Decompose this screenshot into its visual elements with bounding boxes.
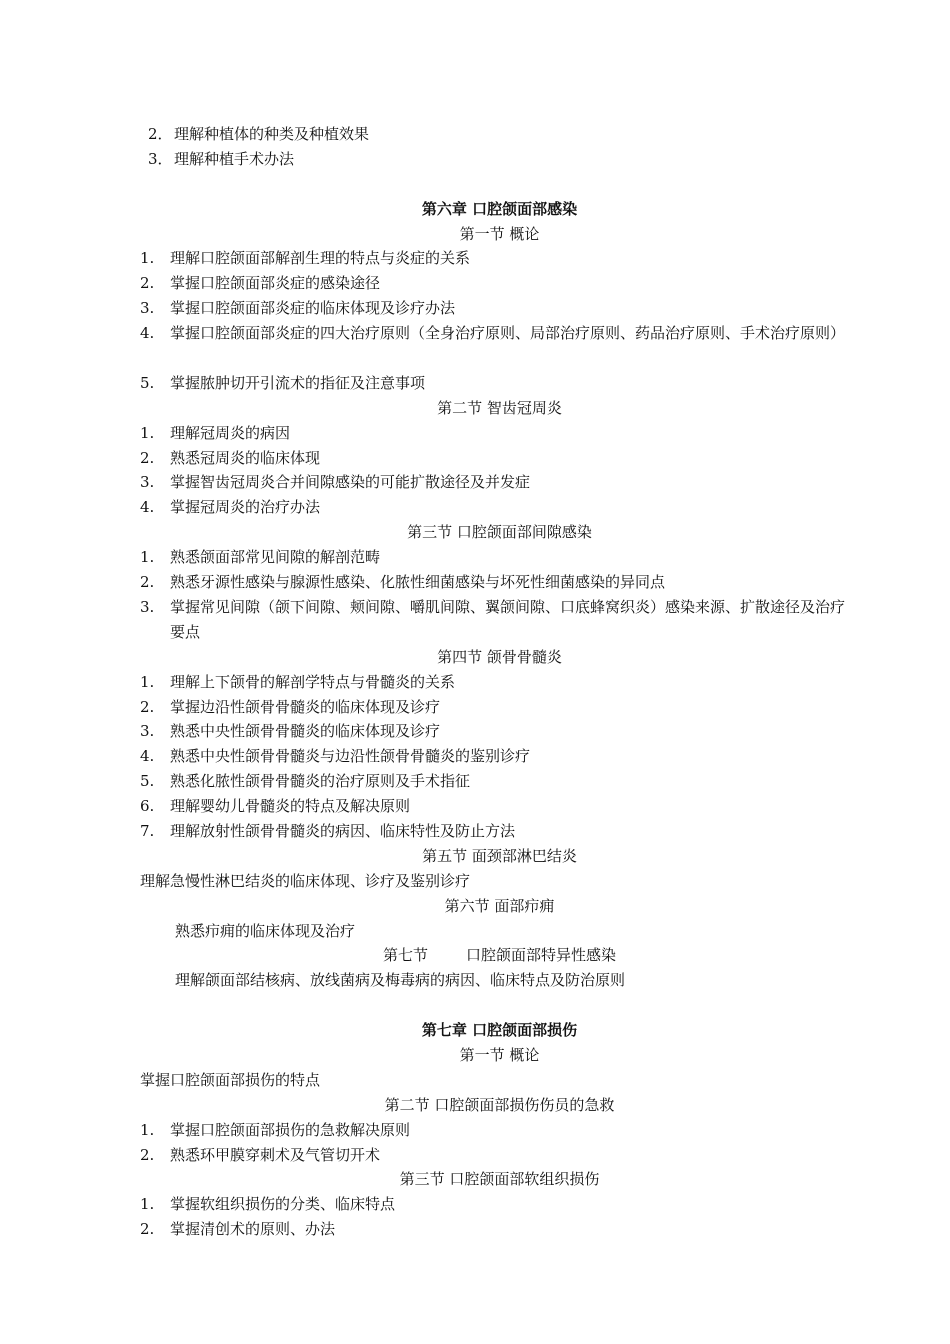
list-item: [140, 421, 852, 446]
list-item: [140, 1118, 852, 1143]
item-text: 理解放射性颌骨骨髓炎的病因、临床特性及防止方法: [170, 821, 516, 840]
list-item: [140, 296, 852, 321]
list-item: [140, 470, 852, 495]
item-text: 掌握口腔颌面部炎症的临床体现及诊疗办法: [170, 299, 456, 318]
section-title: 第四节 颌骨骨髓炎: [437, 647, 562, 666]
list-item: [140, 545, 852, 570]
list-item: [140, 570, 852, 595]
list-item: [140, 719, 852, 744]
item-number: 1.: [140, 249, 155, 268]
item-text: 理解上下颌骨的解剖学特点与骨髓炎的关系: [170, 672, 456, 691]
item-number: 6.: [140, 797, 155, 816]
section-title: 第五节 面颈部淋巴结炎: [422, 846, 577, 865]
item-text: 掌握口腔颌面部炎症的四大治疗原则（全身治疗原则、局部治疗原则、药品治疗原则、手术治疗原则）: [170, 324, 846, 343]
item-number: 2．: [148, 125, 173, 143]
spacer: [140, 172, 852, 197]
item-text: 掌握冠周炎的治疗办法: [170, 498, 321, 517]
item-number: 1.: [140, 1120, 155, 1139]
item-number: 3．: [148, 149, 173, 168]
item-text: 掌握智齿冠周炎合并间隙感染的可能扩散途径及并发症: [170, 473, 531, 492]
section-number: 第七节: [382, 946, 428, 965]
list-item: [140, 446, 852, 471]
list-item: [140, 122, 852, 147]
item-number: 3.: [140, 722, 155, 741]
item-text: 熟悉环甲膜穿刺术及气管切开术: [170, 1145, 381, 1164]
list-item: [140, 147, 852, 172]
item-number: 1.: [140, 1195, 155, 1214]
list-item: [140, 246, 852, 271]
paragraph: 理解急慢性淋巴结炎的临床体现、诊疗及鉴别诊疗: [140, 871, 471, 890]
item-text: 理解婴幼儿骨髓炎的特点及解决原则: [170, 797, 411, 816]
list-item: [140, 1143, 852, 1168]
spacer: [140, 993, 852, 1018]
list-item: [140, 321, 852, 371]
item-text: 熟悉中央性颌骨骨髓炎与边沿性颌骨骨髓炎的鉴别诊疗: [170, 747, 531, 766]
item-number: 4.: [140, 498, 155, 517]
item-number: 4.: [140, 324, 155, 343]
list-item: [140, 794, 852, 819]
item-text: 理解口腔颌面部解剖生理的特点与炎症的关系: [170, 249, 471, 268]
item-number: 5.: [140, 772, 155, 791]
item-text: 熟悉牙源性感染与腺源性感染、化脓性细菌感染与坏死性细菌感染的异同点: [170, 573, 666, 592]
item-text: 掌握软组织损伤的分类、临床特点: [170, 1195, 396, 1214]
paragraph: 掌握口腔颌面部损伤的特点: [140, 1070, 321, 1089]
item-number: 2.: [140, 1220, 155, 1239]
item-text: 理解种植手术办法: [174, 149, 295, 168]
item-number: 1.: [140, 423, 155, 442]
item-text: 熟悉冠周炎的临床体现: [170, 448, 321, 467]
section-name: 口腔颌面部特异性感染: [466, 946, 617, 965]
section-title: [140, 943, 852, 968]
item-number: 2.: [140, 1145, 155, 1164]
paragraph: 熟悉疖痈的临床体现及治疗: [175, 921, 356, 940]
item-number: 5.: [140, 373, 155, 392]
item-number: 1.: [140, 548, 155, 567]
item-number: 4.: [140, 747, 155, 766]
item-text: 掌握边沿性颌骨骨髓炎的临床体现及诊疗: [170, 697, 441, 716]
item-text: 理解种植体的种类及种植效果: [174, 125, 370, 143]
item-number: 2.: [140, 274, 155, 293]
list-item: [140, 769, 852, 794]
item-text: 熟悉颌面部常见间隙的解剖范畴: [170, 548, 381, 567]
document-body: [140, 122, 852, 1242]
list-item: [140, 271, 852, 296]
list-item: [140, 495, 852, 520]
item-text: 理解冠周炎的病因: [170, 423, 291, 442]
section-title: 第二节 口腔颌面部损伤伤员的急救: [384, 1095, 615, 1114]
section-title: 第三节 口腔颌面部间隙感染: [407, 523, 592, 542]
item-text: 掌握口腔颌面部炎症的感染途径: [170, 274, 381, 293]
item-number: 2.: [140, 448, 155, 467]
section-title: 第一节 概论: [459, 1045, 540, 1064]
list-item: [140, 744, 852, 769]
section-title: 第三节 口腔颌面部软组织损伤: [399, 1170, 600, 1189]
item-number: 3.: [140, 597, 155, 616]
item-text: 熟悉化脓性颌骨骨髓炎的治疗原则及手术指征: [170, 772, 471, 791]
item-text: 熟悉中央性颌骨骨髓炎的临床体现及诊疗: [170, 722, 441, 741]
item-number: 3.: [140, 299, 155, 318]
item-number: 2.: [140, 697, 155, 716]
list-item: [140, 695, 852, 720]
section-title: 第一节 概论: [459, 224, 540, 243]
item-text: 掌握脓肿切开引流术的指征及注意事项: [170, 373, 426, 392]
item-text: 掌握清创术的原则、办法: [170, 1220, 336, 1239]
list-item: [140, 1192, 852, 1217]
item-text: 掌握口腔颌面部损伤的急救解决原则: [170, 1120, 411, 1139]
item-number: 3.: [140, 473, 155, 492]
chapter-6-title: 第六章 口腔颌面部感染: [421, 199, 578, 218]
chapter-7-title: 第七章 口腔颌面部损伤: [421, 1021, 578, 1040]
list-item: [140, 670, 852, 695]
section-title: 第二节 智齿冠周炎: [437, 398, 562, 417]
list-item: [140, 371, 852, 396]
item-text: 掌握常见间隙（颌下间隙、颊间隙、嚼肌间隙、翼颌间隙、口底蜂窝织炎）感染来源、扩散途径及治疗要点: [170, 597, 846, 641]
item-number: 2.: [140, 573, 155, 592]
section-title: 第六节 面部疖痈: [444, 896, 555, 915]
paragraph: 理解颌面部结核病、放线菌病及梅毒病的病因、临床特点及防治原则: [175, 971, 626, 990]
list-item: [140, 1217, 852, 1242]
list-item: [140, 595, 852, 645]
item-number: 7.: [140, 821, 155, 840]
list-item: [140, 819, 852, 844]
item-number: 1.: [140, 672, 155, 691]
